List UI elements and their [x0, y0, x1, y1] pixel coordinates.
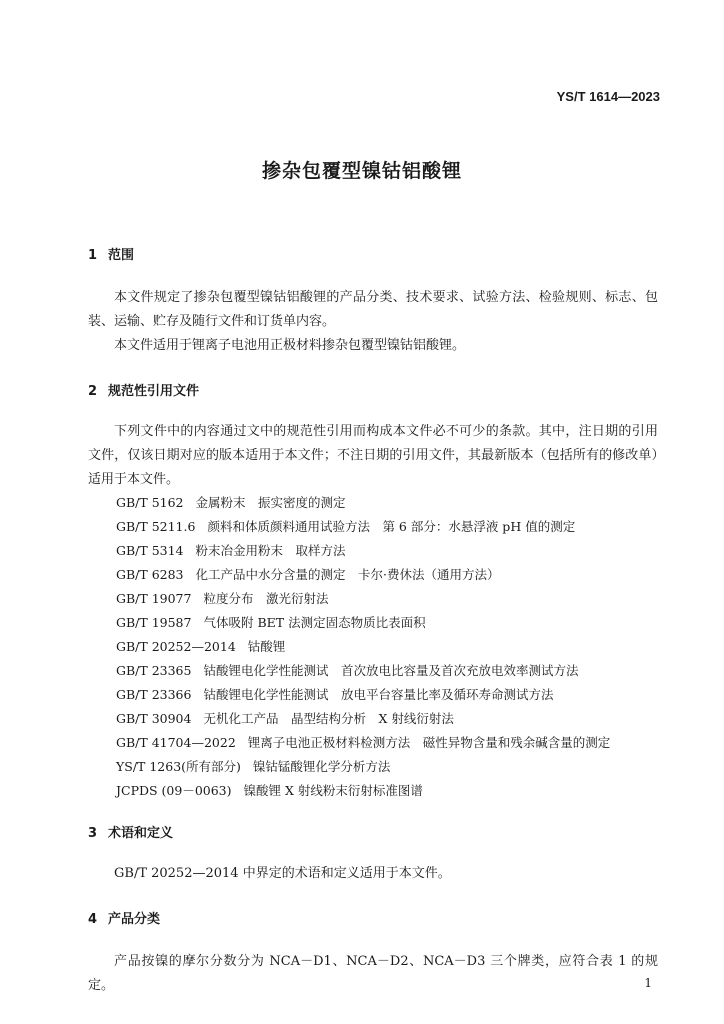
paragraph: GB/T 20252—2014 中界定的术语和定义适用于本文件。: [114, 866, 451, 881]
reference-code: GB/T 23366: [116, 687, 192, 702]
reference-title: 镍钴锰酸锂化学分析方法: [252, 759, 391, 774]
reference-list: [116, 491, 610, 803]
paragraph: 下列文件中的内容通过文中的规范性引用而构成本文件必不可少的条款。其中，注日期的引用文件，仅该日期对应的版本适用于本文件；不注日期的引用文件，其最新版本（包括所有的修改单）适用于本文件。: [88, 424, 658, 487]
reference-title: 气体吸附 BET 法测定固态物质比表面积: [203, 615, 426, 630]
section-heading-product-classification: [88, 908, 160, 927]
reference-title: 钴酸锂电化学性能测试 首次放电比容量及首次充放电效率测试方法: [203, 663, 579, 678]
reference-item: [116, 779, 610, 803]
reference-title: 金属粉末 振实密度的测定: [195, 495, 346, 510]
reference-item: [116, 539, 610, 563]
reference-item: [116, 611, 610, 635]
reference-title: 钴酸锂: [247, 639, 286, 654]
reference-item: [116, 683, 610, 707]
section-heading-scope: [88, 244, 134, 263]
reference-title: 钴酸锂电化学性能测试 放电平台容量比率及循环寿命测试方法: [203, 687, 554, 702]
reference-code: JCPDS (09－0063): [116, 783, 232, 798]
reference-code: GB/T 5162: [116, 495, 184, 510]
standard-code: YS/T 1614—2023: [556, 89, 660, 104]
reference-item: [116, 731, 610, 755]
section-number: 4: [88, 912, 98, 927]
reference-code: GB/T 6283: [116, 567, 184, 582]
reference-title: 粒度分布 激光衍射法: [203, 591, 329, 606]
reference-code: GB/T 23365: [116, 663, 192, 678]
section-heading-terms-definitions: [88, 822, 173, 841]
section-number: 2: [88, 384, 98, 399]
reference-title: 锂离子电池正极材料检测方法 磁性异物含量和残余碱含量的测定: [247, 735, 611, 750]
section-number: 3: [88, 826, 98, 841]
reference-code: GB/T 20252—2014: [116, 639, 236, 654]
paragraph: 本文件规定了掺杂包覆型镍钴铝酸锂的产品分类、技术要求、试验方法、检验规则、标志、包装、运输、贮存及随行文件和订货单内容。: [88, 290, 658, 329]
section-title: 规范性引用文件: [108, 384, 200, 399]
paragraph: 产品按镍的摩尔分数分为 NCA－D1、NCA－D2、NCA－D3 三个牌类，应符合表 1 的规定。: [88, 954, 658, 993]
section-title: 范围: [108, 248, 135, 263]
section-title: 产品分类: [108, 912, 161, 927]
document-title: 掺杂包覆型镍钴铝酸锂: [261, 160, 462, 182]
reference-code: GB/T 19587: [116, 615, 192, 630]
reference-item: [116, 491, 610, 515]
section-heading-normative-references: [88, 380, 199, 399]
reference-item: [116, 515, 610, 539]
reference-item: [116, 659, 610, 683]
page-number: 1: [644, 976, 652, 990]
paragraph: 本文件适用于锂离子电池用正极材料掺杂包覆型镍钴铝酸锂。: [114, 338, 466, 353]
reference-item: [116, 755, 610, 779]
reference-code: GB/T 5314: [116, 543, 184, 558]
reference-title: 颜料和体质颜料通用试验方法 第 6 部分：水悬浮液 pH 值的测定: [207, 519, 576, 534]
reference-item: [116, 635, 610, 659]
reference-code: GB/T 5211.6: [116, 519, 196, 534]
section-number: 1: [88, 248, 98, 263]
reference-title: 粉末冶金用粉末 取样方法: [195, 543, 346, 558]
reference-item: [116, 707, 610, 731]
reference-code: GB/T 19077: [116, 591, 192, 606]
section-title: 术语和定义: [108, 826, 174, 841]
reference-title: 镍酸锂 X 射线粉末衍射标准图谱: [243, 783, 423, 798]
reference-title: 化工产品中水分含量的测定 卡尔·费休法（通用方法）: [195, 567, 500, 582]
reference-code: GB/T 30904: [116, 711, 192, 726]
reference-item: [116, 563, 610, 587]
reference-title: 无机化工产品 晶型结构分析 X 射线衍射法: [203, 711, 454, 726]
reference-item: [116, 587, 610, 611]
reference-code: GB/T 41704—2022: [116, 735, 236, 750]
reference-code: YS/T 1263(所有部分): [116, 759, 241, 774]
